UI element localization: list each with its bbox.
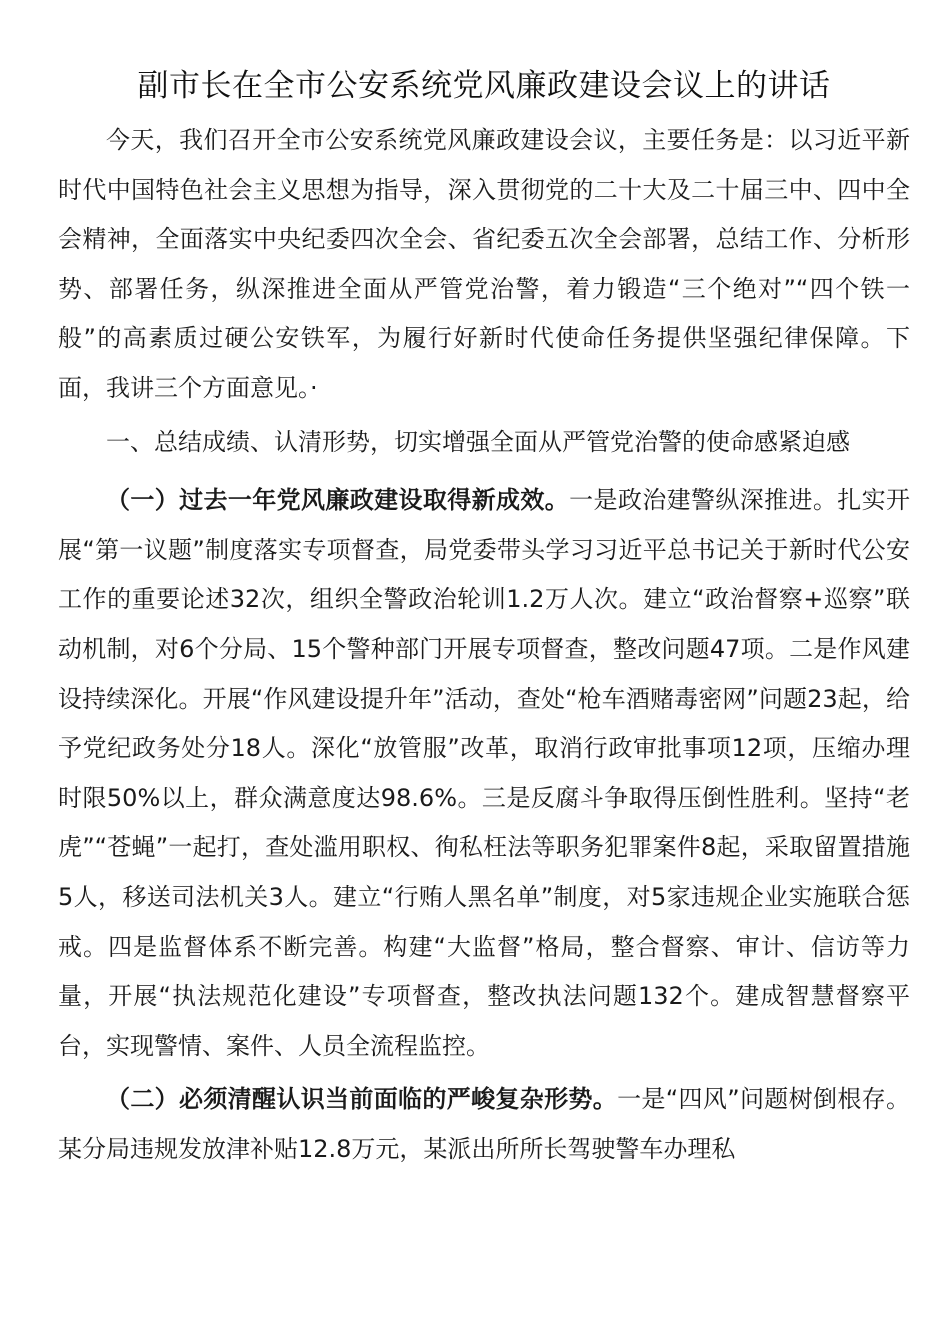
subsection-2-body: 一是“四风”问题树倒根存。某分局违规发放津补贴12.8万元，某派出所所长驾驶警车办理私 — [58, 1085, 910, 1163]
subsection-2-heading: （二）必须清醒认识当前面临的严峻复杂形势。 — [106, 1085, 618, 1114]
document-title: 副市长在全市公安系统党风廉政建设会议上的讲话 — [137, 68, 831, 104]
intro-paragraph: 今天，我们召开全市公安系统党风廉政建设会议，主要任务是：以习近平新时代中国特色社会主义思想为指导，深入贯彻党的二十大及二十届三中、四中全会精神，全面落实中央纪委四次全会、省纪委五次全会部署，总结工作、分析形势、部署任务，纵深推进全面从严管党治警，着力锻造“三个绝对”“四个铁一般”的高素质过硬公安铁军，为履行好新时代使命任务提供坚强纪律保障。下面，我讲三个方面意见。· — [58, 126, 910, 402]
subsection-1-heading: （一）过去一年党风廉政建设取得新成效。 — [106, 486, 570, 515]
subsection-1-paragraph — [58, 476, 910, 1071]
subsection-1-body: 一是政治建警纵深推进。扎实开展“第一议题”制度落实专项督查，局党委带头学习习近平总书记关于新时代公安工作的重要论述32次，组织全警政治轮训1.2万人次。建立“政治督察+巡察”联动机制，对6个分局、15个警种部门开展专项督查，整改问题47项。二是作风建设持续深化。开展“作风建设提升年”活动，查处“枪车酒赌毒密网”问题23起，给予党纪政务处分18人。深化“放管服”改革，取消行政审批事项12项，压缩办理时限50%以上，群众满意度达98.6%。三是反腐斗争取得压倒性胜利。坚持“老虎”“苍蝇”一起打，查处滥用职权、徇私枉法等职务犯罪案件8起，采取留置措施5人，移送司法机关3人。建立“行贿人黑名单”制度，对5家违规企业实施联合惩戒。四是监督体系不断完善。构建“大监督”格局，整合督察、审计、信访等力量，开展“执法规范化建设”专项督查，整改执法问题132个。建成智慧督察平台，实现警情、案件、人员全流程监控。 — [58, 486, 910, 1060]
section-1-heading: 一、总结成绩、认清形势，切实增强全面从严管党治警的使命感紧迫感 — [106, 427, 850, 456]
subsection-2-paragraph — [58, 1075, 910, 1174]
